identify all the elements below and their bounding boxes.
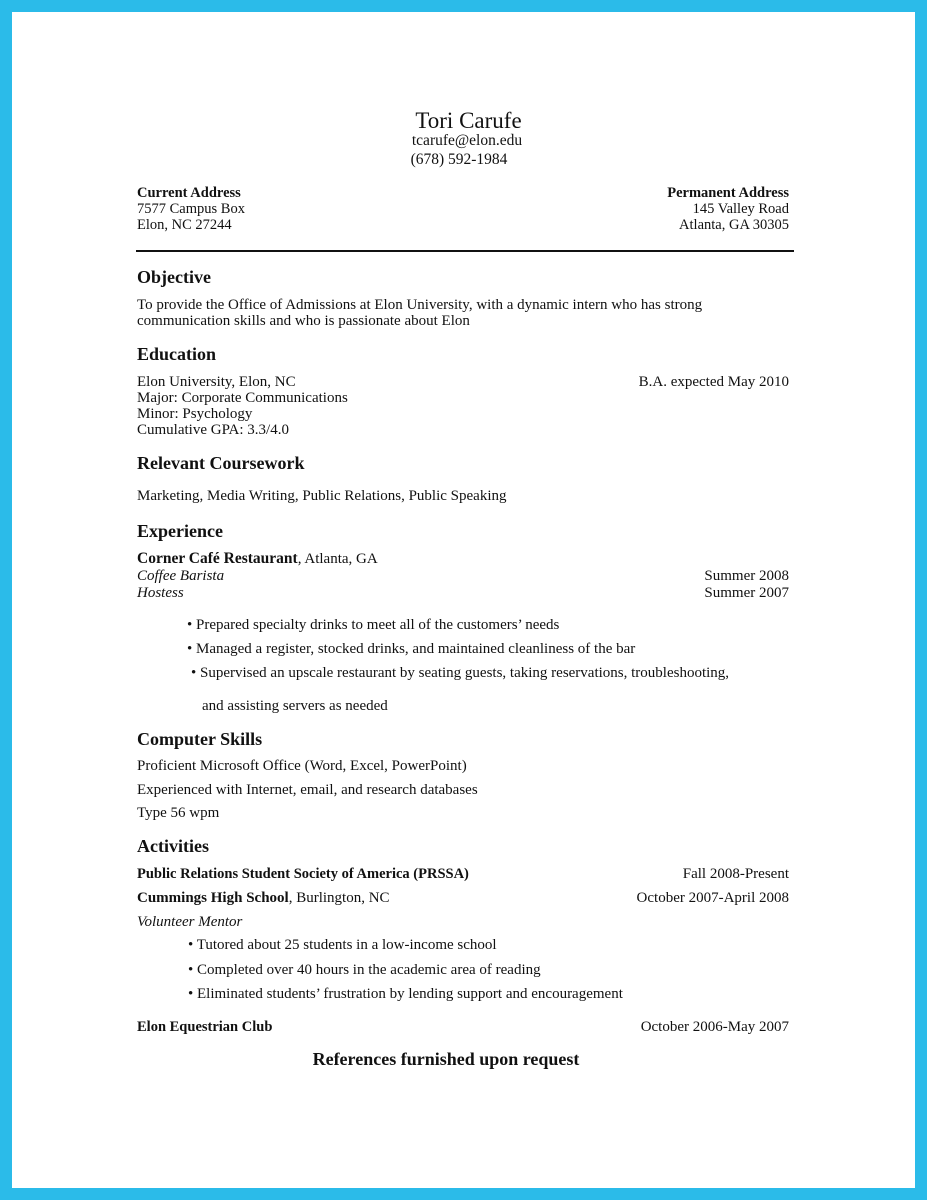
activity-cummings-location: , Burlington, NC (288, 890, 390, 906)
activity-cummings-date: October 2007-April 2008 (636, 890, 789, 906)
email: tcarufe@elon.edu (411, 132, 523, 149)
education-minor: Minor: Psychology (137, 406, 253, 422)
experience-bullet: • Prepared specialty drinks to meet all of the customers’ needs (187, 617, 560, 633)
education-major: Major: Corporate Communications (137, 390, 348, 406)
experience-bullet: • Managed a register, stocked drinks, and maintained cleanliness of the bar (187, 641, 636, 657)
permanent-address-line1: 145 Valley Road (692, 201, 789, 217)
experience-heading: Experience (137, 521, 223, 541)
employer-name: Corner Café Restaurant (137, 550, 298, 567)
objective-heading: Objective (137, 267, 211, 287)
education-degree: B.A. expected May 2010 (638, 374, 789, 390)
role-date: Summer 2007 (704, 585, 789, 601)
references-note: References furnished upon request (312, 1049, 580, 1069)
objective-line2: communication skills and who is passionate about Elon (137, 313, 470, 329)
computer-skills-heading: Computer Skills (137, 729, 263, 749)
employer-location: , Atlanta, GA (297, 551, 378, 567)
activity-bullet: • Eliminated students’ frustration by lending support and encouragement (188, 986, 623, 1002)
header-divider (136, 250, 794, 252)
activity-bullet: • Completed over 40 hours in the academic area of reading (188, 962, 541, 978)
experience-bullet: • Supervised an upscale restaurant by seating guests, taking reservations, troubleshooting, (191, 665, 730, 681)
skill-item: Experienced with Internet, email, and research databases (137, 782, 478, 798)
applicant-name: Tori Carufe (415, 108, 522, 133)
activity-equestrian: Elon Equestrian Club (137, 1019, 273, 1035)
coursework-heading: Relevant Coursework (137, 453, 305, 473)
experience-employer-line (137, 550, 378, 568)
activities-heading: Activities (137, 836, 209, 856)
permanent-address-label: Permanent Address (667, 185, 789, 201)
current-address-line1: 7577 Campus Box (137, 201, 245, 217)
role-title: Hostess (137, 585, 184, 601)
experience-bullet-continuation: and assisting servers as needed (202, 698, 388, 714)
activity-cummings: Cummings High School (137, 890, 289, 906)
activity-bullet: • Tutored about 25 students in a low-income school (188, 937, 497, 953)
current-address-line2: Elon, NC 27244 (137, 217, 232, 233)
education-school: Elon University, Elon, NC (137, 374, 296, 390)
activity-equestrian-date: October 2006-May 2007 (640, 1019, 789, 1035)
activity-prssa-date: Fall 2008-Present (682, 866, 789, 882)
role-title: Coffee Barista (137, 568, 225, 584)
coursework-text: Marketing, Media Writing, Public Relations, Public Speaking (137, 488, 507, 504)
education-gpa: Cumulative GPA: 3.3/4.0 (137, 422, 289, 438)
current-address-label: Current Address (137, 185, 241, 201)
skill-item: Type 56 wpm (137, 805, 220, 821)
education-heading: Education (137, 344, 217, 364)
role-date: Summer 2008 (704, 568, 789, 584)
phone: (678) 592-1984 (410, 151, 508, 168)
activity-cummings-line (137, 890, 390, 907)
objective-line1: To provide the Office of Admissions at Elon University, with a dynamic intern who has strong (137, 297, 703, 313)
permanent-address-line2: Atlanta, GA 30305 (679, 217, 789, 233)
skill-item: Proficient Microsoft Office (Word, Excel, PowerPoint) (137, 758, 467, 774)
activity-prssa: Public Relations Student Society of America (PRSSA) (137, 866, 469, 882)
activity-cummings-role: Volunteer Mentor (137, 914, 243, 930)
